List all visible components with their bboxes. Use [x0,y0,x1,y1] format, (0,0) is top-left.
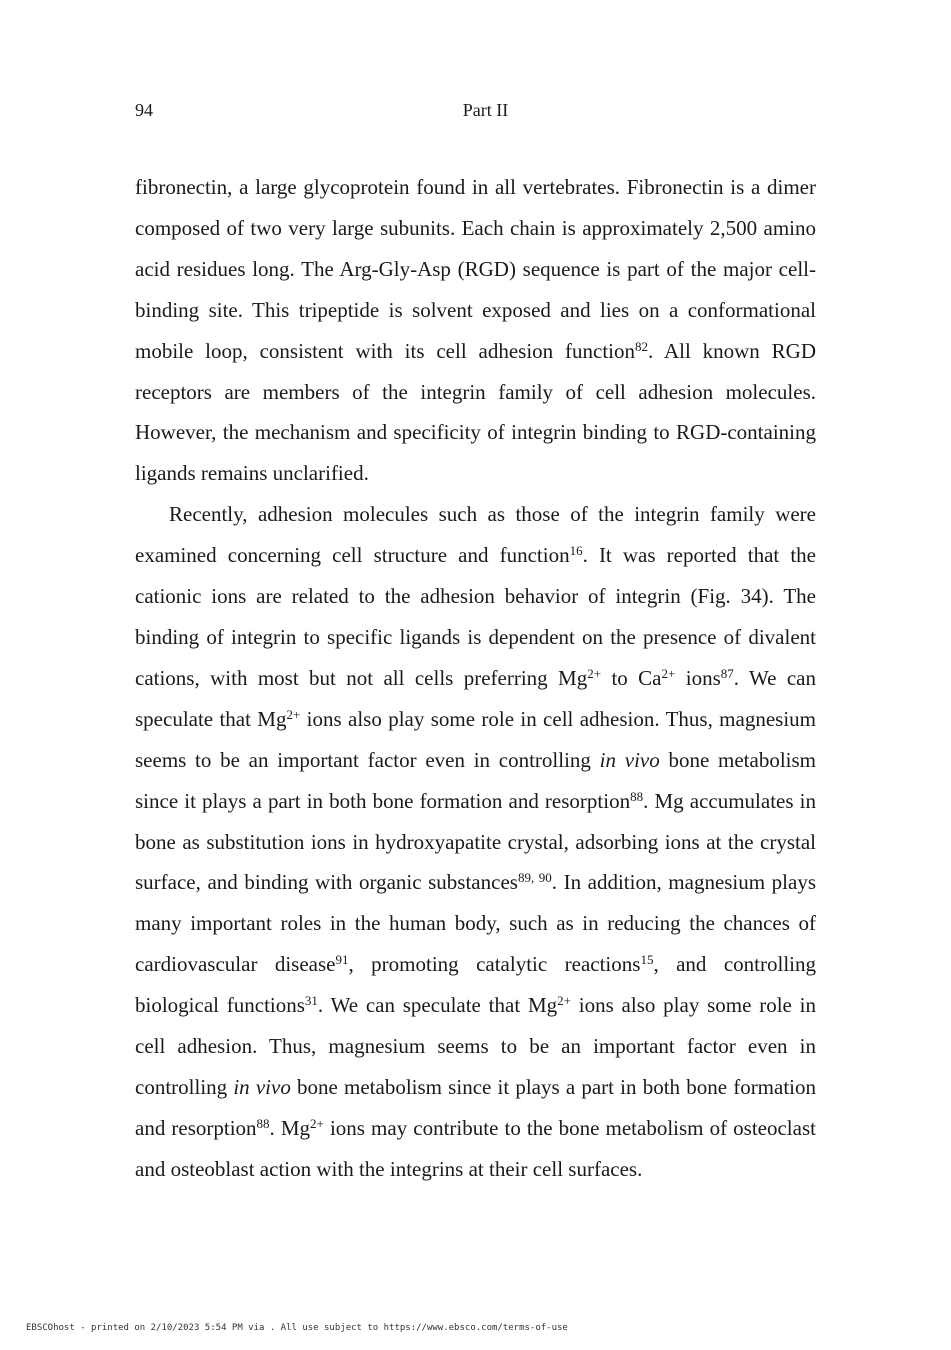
text-run: ions [675,665,721,690]
text-run: , promoting catalytic reactions [348,952,641,977]
running-head: Part II [462,100,509,120]
charge-superscript: 2+ [587,665,602,681]
citation-superscript: 31 [304,992,318,1008]
paragraph [135,167,816,494]
text-run: ions may contribute to the bone metabolism of osteoclast and osteoblast action with the integrins at their cell surfaces. [135,1115,816,1181]
text-run: Recently, adhesion molecules such as those of the integrin family were examined concerning cell structure and function [135,502,816,568]
text-run: ions also play some role in cell adhesion. Thus, magnesium seems to be an important factor even in controlling [135,993,816,1099]
text-run: . Mg [269,1115,311,1140]
text-run: . In addition, magnesium plays many important roles in the human body, such as in reducing the chances of cardiovascular disease [135,870,816,977]
text-run: . It was reported that the cationic ions are related to the adhesion behavior of integrin (Fig. 34). The binding of integrin to specific ligands is dependent on the presence of divalent cations, with most but not all cells preferring Mg [135,543,816,690]
citation-superscript: 88 [256,1115,270,1131]
text-run: ions also play some role in cell adhesion. Thus, magnesium seems to be an important factor even in controlling [135,706,816,772]
citation-superscript: 89, 90 [517,870,552,886]
citation-superscript: 87 [720,665,734,681]
charge-superscript: 2+ [661,665,676,681]
text-run: . We can speculate that Mg [317,993,558,1018]
text-run: . All known RGD receptors are members of the integrin family of cell adhesion molecules. However, the mechanism and specificity of integrin binding to RGD-containing ligands remains unclarified. [135,338,816,486]
text-run: , and controlling biological functions [135,952,816,1018]
ebsco-footer-notice: EBSCOhost - printed on 2/10/2023 5:54 PM via . All use subject to https://www.ebsco.com/terms-of-use [26,1323,568,1333]
citation-superscript: 15 [640,952,654,968]
citation-superscript: 82 [635,338,648,354]
charge-superscript: 2+ [310,1115,324,1131]
text-run: fibronectin, a large glycoprotein found in all vertebrates. Fibronectin is a dimer composed of two very large subunits. Each chain is approximately 2,500 amino acid residues long. The Arg-Gly-Asp (RGD) sequence is part of the major cell-binding site. This tripeptide is solvent exposed and lies on a conformational mobile loop, consistent with its cell adhesion function [135,175,816,363]
text-run: bone metabolism since it plays a part in both bone formation and resorption [135,747,816,813]
charge-superscript: 2+ [557,992,571,1008]
page-number: 94 [135,100,153,120]
body-text [135,167,816,1190]
italic-term: in vivo [599,747,660,772]
citation-superscript: 88 [630,788,644,804]
citation-superscript: 91 [335,952,349,968]
paragraph [135,494,816,1189]
charge-superscript: 2+ [286,706,301,722]
text-run: . We can speculate that Mg [135,665,816,731]
italic-term: in vivo [233,1074,291,1099]
text-run: to Ca [601,665,662,690]
citation-superscript: 16 [569,543,583,559]
text-run: bone metabolism since it plays a part in both bone formation and resorption [135,1074,817,1140]
text-run: . Mg accumulates in bone as substitution ions in hydroxyapatite crystal, adsorbing ions at the crystal surface, and binding with organic substances [135,788,816,895]
